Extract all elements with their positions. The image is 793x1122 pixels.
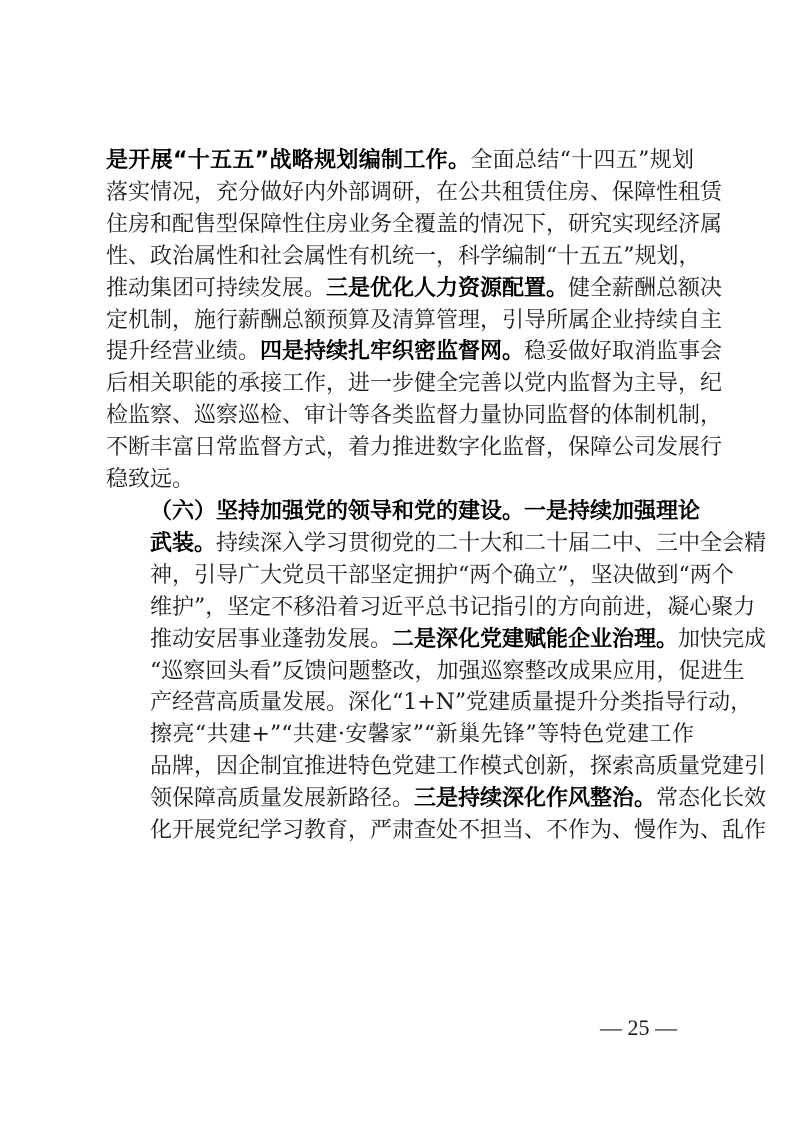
text-line (106, 400, 723, 432)
text-line (106, 241, 701, 273)
text-line (106, 783, 767, 815)
text-line (106, 432, 723, 464)
text-line (106, 177, 723, 209)
text-run: 性、政治属性和社会属性有机统一，科学编制“十五五”规划， (106, 243, 701, 269)
bold-text-run: 四是持续扎牢织密监督网。 (260, 339, 525, 365)
bold-text-run: 二是深化党建赋能企业治理。 (392, 626, 679, 652)
bold-text-run: 三是持续深化作风整治。 (414, 786, 657, 812)
text-line (106, 209, 723, 241)
bold-text-run: （六）坚持加强党的领导和党的建设。一是持续加强理论 (150, 498, 701, 524)
text-run: 产经营高质量发展。深化“1+N”党建质量提升分类指导行动， (150, 690, 753, 716)
text-line (106, 560, 734, 592)
text-line (106, 336, 723, 368)
text-run: 稳妥做好取消监事会 (524, 339, 723, 365)
text-run: 落实情况，充分做好内外部调研，在公共租赁住房、保障性租赁 (106, 179, 723, 205)
text-run: 常态化长效 (656, 786, 767, 812)
text-run: 维护”，坚定不移沿着习近平总书记指引的方向前进，凝心聚力 (150, 594, 756, 620)
text-line (106, 528, 767, 560)
text-run: 住房和配售型保障性住房业务全覆盖的情况下，研究实现经济属 (106, 211, 723, 237)
text-run: 持续深入学习贯彻党的二十大和二十届二中、三中全会精 (216, 530, 767, 556)
text-line (106, 687, 753, 719)
text-line (106, 592, 756, 624)
text-line (106, 145, 694, 177)
text-line (106, 368, 723, 400)
text-run: 擦亮“共建+”“共建·安馨家”“新巢先锋”等特色党建工作 (150, 722, 694, 748)
paragraph-1 (106, 145, 723, 496)
paragraph-2 (106, 496, 767, 847)
document-body (106, 145, 767, 847)
text-run: 推动安居事业蓬勃发展。 (150, 626, 393, 652)
text-run: 推动集团可持续发展。 (106, 275, 327, 301)
text-line (106, 273, 723, 305)
text-line (106, 656, 745, 688)
text-run: 品牌，因企制宜推进特色党建工作模式创新，探索高质量党建引 (150, 754, 767, 780)
text-run: 稳致远。 (106, 467, 195, 493)
text-line (106, 305, 723, 337)
text-run: 神，引导广大党员干部坚定拥护“两个确立”，坚决做到“两个 (150, 562, 734, 588)
text-run: 化开展党纪学习教育，严肃查处不担当、不作为、慢作为、乱作 (150, 818, 767, 844)
text-run: 全面总结“十四五”规划 (470, 148, 695, 173)
text-run: 加快完成 (678, 626, 767, 652)
text-run: 检监察、巡察巡检、审计等各类监督力量协同监督的体制机制， (106, 403, 723, 429)
text-line (106, 496, 701, 528)
text-run: 后相关职能的承接工作，进一步健全完善以党内监督为主导，纪 (106, 371, 723, 397)
text-line (106, 464, 694, 496)
text-run: 定机制，施行薪酬总额预算及清算管理，引导所属企业持续自主 (106, 307, 723, 333)
text-run: 健全薪酬总额决 (568, 275, 723, 301)
text-line (106, 751, 767, 783)
text-run: “巡察回头看”反馈问题整改，加强巡察整改成果应用，促进生 (150, 658, 745, 684)
text-run: 不断丰富日常监督方式，着力推进数字化监督，保障公司发展行 (106, 435, 723, 461)
page-number: — 25 — (600, 1015, 677, 1040)
text-run: 领保障高质量发展新路径。 (150, 786, 415, 812)
text-line (106, 815, 767, 847)
bold-text-run: 武装。 (150, 530, 217, 556)
text-run: 提升经营业绩。 (106, 339, 261, 365)
text-line (106, 624, 767, 656)
bold-text-run: 三是优化人力资源配置。 (326, 275, 569, 301)
bold-text-run: 是开展“十五五”战略规划编制工作。 (106, 148, 471, 173)
text-line (106, 719, 694, 751)
